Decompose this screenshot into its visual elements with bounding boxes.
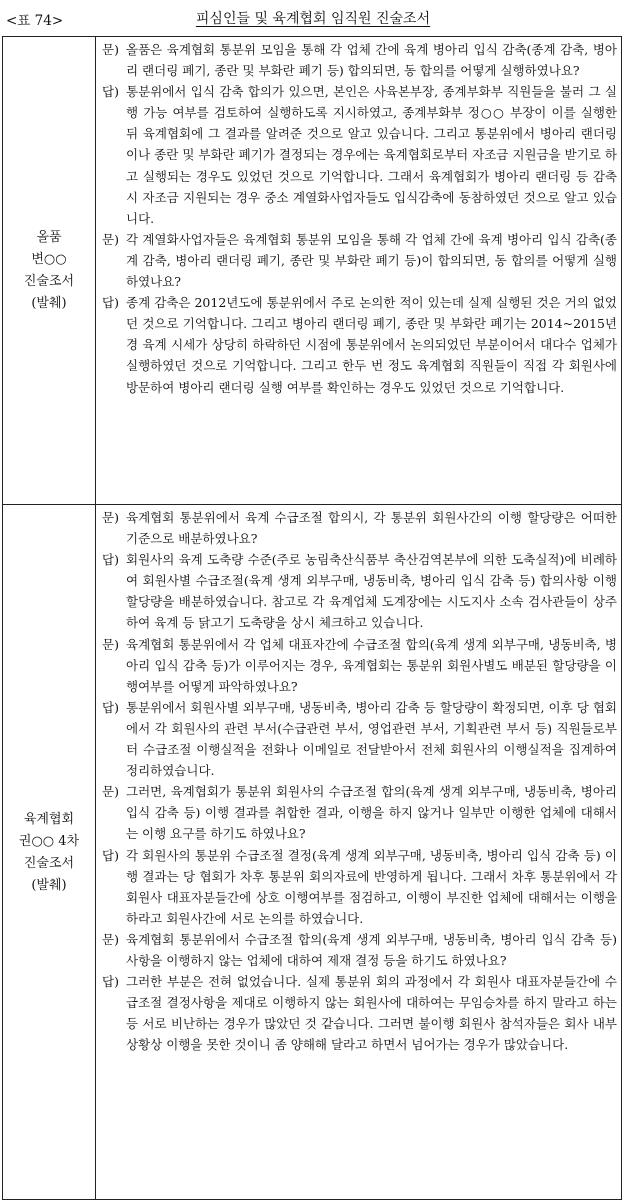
qa-item	[102, 929, 617, 971]
qa-text: 통분위에서 회원사별 외부구매, 냉동비축, 병아리 감축 등 할당량이 확정되면, 이후 당 협회에서 각 회원사의 관련 부서(수급관련 부서, 영업관련 부서, 기획관련 부서 등) 직원들로부터 수급조절 이행실적을 전화나 이메일로 전달받아서 전체 회원사의 이행실적을 집계하여 정리하였습니다.	[126, 699, 617, 779]
qa-marker: 문)	[102, 42, 119, 57]
qa-marker: 답)	[102, 847, 119, 863]
qa-marker: 답)	[102, 552, 119, 568]
section-olpum	[3, 37, 621, 504]
section-association	[3, 504, 621, 1200]
qa-item	[102, 697, 617, 781]
qa-marker: 답)	[102, 295, 119, 311]
table-number: <표 74>	[6, 13, 64, 29]
qa-item	[102, 229, 617, 292]
qa-text: 올품은 육계협회 통분위 모임을 통해 각 업체 간에 육계 병아리 입식 감축(종계 감축, 병아리 랜더링 폐기, 종란 및 부화란 폐기 등) 합의되면, 동 합의를 어떻게 실행하였나요?	[126, 42, 617, 79]
section-body	[96, 505, 621, 1200]
qa-text: 각 회원사의 통분위 수급조절 결정(육계 생계 외부구매, 냉동비축, 병아리 입식 감축 등) 이행 결과는 당 협회가 차후 통분위 회의자료에 반영하게 됩니다. 그래서 차후 통분위에서 각 회원사 대표자분들간에 상호 이행여부를 점검하고, 이행이 부진한 업체에 대해서는 이행을 하라고 회원사간에 서로 논의를 하였습니다.	[126, 847, 617, 926]
table-title: 피심인들 및 육계협회 임직원 진술조서	[195, 11, 431, 27]
qa-item	[102, 781, 617, 844]
qa-text: 그러한 부분은 전혀 없었습니다. 실제 통분위 회의 과정에서 각 회원사 대표자분들간에 수급조절 결정사항을 제대로 이행하지 않는 회원사에 대하여는 무임승차를 하지 말라고 하는 등 서로 비난하는 경우가 많았던 것 같습니다. 그러면 불이행 회원사 참석자들은 회사 내부상황상 이행을 못한 것이니 좀 양해해 달라고 하면서 넘어가는 경우가 많았습니다.	[126, 974, 617, 1053]
qa-item	[102, 634, 617, 697]
qa-text: 각 계열화사업자들은 육계협회 통분위 모임을 통해 각 업체 간에 육계 병아리 입식 감축(종계 감축, 병아리 랜더링 폐기, 종란 및 부화란 폐기 등)이 합의되면, 동 합의를 어떻게 실행하였나요?	[126, 231, 617, 290]
qa-marker: 답)	[102, 974, 119, 990]
section-label-line: (발췌)	[31, 295, 67, 311]
qa-item	[102, 845, 617, 929]
qa-text: 종계 감축은 2012년도에 통분위에서 주로 논의한 적이 있는데 실제 실행된 것은 거의 없었던 것으로 기억합니다. 그리고 병아리 랜더링 폐기, 종란 및 부화란 폐기는 2014~2015년경 육계 시세가 상당히 하락하던 시점에 통분위에서 논의되었던 부분이어서 대다수 업체가 실행하였던 것으로 기억합니다. 그리고 한두 번 정도 육계협회 직원들이 직접 각 회원사에 방문하여 병아리 랜더링 실행 여부를 확인하는 경우도 있었던 것으로 기억합니다.	[126, 295, 617, 395]
qa-marker: 답)	[102, 84, 119, 100]
qa-item	[102, 549, 617, 633]
statement-table	[2, 36, 622, 1200]
qa-text: 그러면, 육계협회가 통분위 회원사의 수급조절 합의(육계 생계 외부구매, 냉동비축, 병아리 입식 감축 등) 이행 결과를 취합한 결과, 이행을 하지 않거나 일부만 이행한 업체에 대해서는 이행 요구를 하기도 하였나요?	[126, 784, 617, 842]
qa-text: 통분위에서 입식 감축 합의가 있으면, 본인은 사육본부장, 종계부화부 직원들을 불러 그 실행 가능 여부를 검토하여 실행하도록 지시하였고, 종계부화부 정○○ 부장이 이를 실행한 뒤 육계협회에 그 결과를 알려준 것으로 알고 있습니다. 그리고 통분위에서 병아리 랜더링이나 종란 및 부화란 폐기가 결정되는 경우에는 육계협회로부터 자조금 지원금을 받기로 하고 실행되는 경우도 있었던 것으로 기억합니다. 그래서 육계협회가 병아리 랜더링 등 감축시 자조금 지원되는 경우 중소 계열화사업자들도 입식감축에 동참하였던 것으로 알고 있습니다.	[126, 84, 617, 226]
qa-marker: 문)	[102, 784, 119, 800]
section-label-line: 변○○	[31, 251, 67, 267]
section-label-line: 진술조서	[23, 855, 75, 871]
section-label	[3, 505, 96, 1200]
qa-text: 육계협회 통분위에서 수급조절 합의(육계 생계 외부구매, 냉동비축, 병아리 입식 감축 등) 사항을 이행하지 않는 업체에 대하여 제재 결정 등을 하기도 하였나요?	[126, 931, 617, 968]
section-label-line: 올품	[36, 229, 62, 245]
qa-item	[102, 507, 617, 549]
qa-marker: 문)	[102, 931, 119, 947]
qa-text: 회원사의 육계 도축량 수준(주로 농림축산식품부 축산검역본부에 의한 도축실적)에 비례하여 회원사별 수급조절(육계 생계 외부구매, 냉동비축, 병아리 입식 감축 등) 합의사항 이행 할당량을 배분하였습니다. 참고로 각 육계업체 도계장에는 시도지사 소속 검사관들이 상주하여 육계 등 닭고기 도축량을 상시 체크하고 있습니다.	[126, 552, 617, 631]
section-label-line: 육계협회	[23, 811, 75, 827]
qa-item	[102, 292, 617, 397]
section-body	[96, 37, 621, 504]
qa-item	[102, 39, 617, 81]
qa-marker: 문)	[102, 636, 119, 652]
section-label-line: (발췌)	[31, 877, 67, 893]
qa-item	[102, 971, 617, 1055]
table-header	[0, 0, 626, 36]
qa-marker: 문)	[102, 510, 119, 525]
section-label-line: 진술조서	[23, 273, 75, 289]
qa-text: 육계협회 통분위에서 각 업체 대표자간에 수급조절 합의(육계 생계 외부구매, 냉동비축, 병아리 입식 감축 등)가 이루어지는 경우, 육계협회는 통분위 회원사별도 배분된 할당량을 이행여부를 어떻게 파악하였나요?	[126, 636, 617, 694]
qa-item	[102, 81, 617, 229]
qa-marker: 답)	[102, 699, 119, 715]
qa-marker: 문)	[102, 231, 119, 247]
section-label	[3, 37, 96, 504]
section-label-line: 권○○ 4차	[18, 833, 80, 849]
qa-text: 육계협회 통분위에서 육계 수급조절 합의시, 각 통분위 회원사간의 이행 할당량은 어떠한 기준으로 배분하였나요?	[126, 510, 617, 547]
